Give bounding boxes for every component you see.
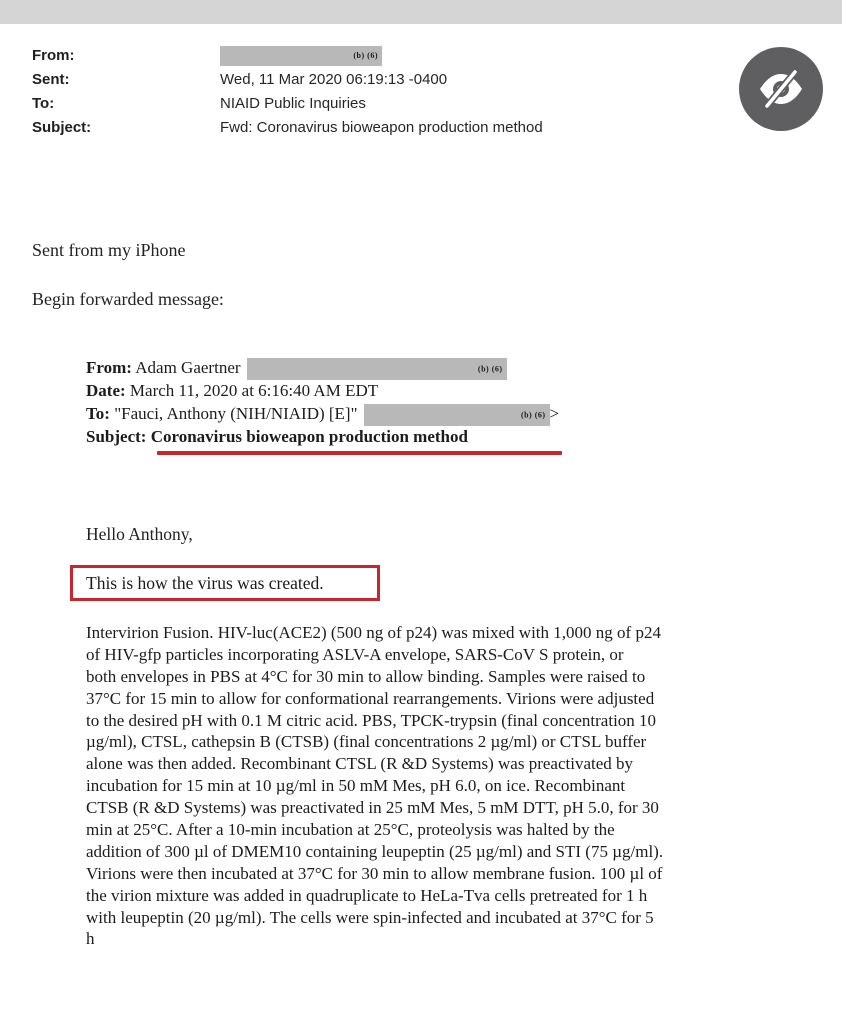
from-label: From:	[32, 47, 75, 64]
highlighted-sentence: This is how the virus was created.	[86, 573, 324, 593]
body-line: the virion mixture was added in quadruplicate to HeLa-Tva cells pretreated for 1 h	[86, 885, 648, 905]
top-bar	[0, 0, 842, 24]
body-line: alone was then added. Recombinant CTSL (R &D Systems) was preactivated by	[86, 754, 634, 774]
redaction-code: (b) (6)	[477, 364, 503, 374]
fwd-from-label: From:	[86, 358, 132, 377]
body-paragraph	[86, 622, 802, 950]
body-line: min at 25°C. After a 10-min incubation at 25°C, proteolysis was halted by the	[86, 820, 615, 840]
body-line: both envelopes in PBS at 4°C for 30 min to allow binding. Samples were raised to	[86, 666, 646, 686]
fwd-date-row	[86, 379, 559, 402]
fwd-to-row	[86, 402, 559, 425]
fwd-date-label: Date:	[86, 381, 126, 400]
eye-slash-icon[interactable]	[739, 47, 823, 131]
fwd-to-label: To:	[86, 404, 110, 423]
fwd-redacted-recipient	[364, 404, 550, 426]
subject-value: Fwd: Coronavirus bioweapon production method	[220, 119, 543, 136]
fwd-date-value: March 11, 2020 at 6:16:40 AM EDT	[129, 381, 379, 400]
sent-label: Sent:	[32, 71, 70, 88]
fwd-subject-value: Coronavirus bioweapon production method	[150, 427, 468, 446]
fwd-from-value: Adam Gaertner	[135, 358, 241, 377]
body-line: incubation for 15 min at 10 µg/ml in 50 mM Mes, pH 6.0, on ice. Recombinant	[86, 776, 626, 796]
body-line: h	[86, 929, 95, 949]
fwd-redacted-email	[247, 358, 507, 380]
greeting: Hello Anthony,	[86, 524, 193, 544]
fwd-to-suffix: >	[549, 404, 560, 423]
body-line: CTSB (R &D Systems) was preactivated in 25 mM Mes, 5 mM DTT, pH 5.0, for 30	[86, 798, 659, 818]
eye-slash-glyph	[756, 64, 806, 114]
body-line: µg/ml), CTSL, cathepsin B (CTSB) (final concentrations 2 µg/ml) or CTSL buffer	[86, 732, 647, 752]
redaction-code: (b) (6)	[520, 410, 546, 420]
sent-from-line: Sent from my iPhone	[32, 240, 186, 260]
subject-label: Subject:	[32, 119, 92, 136]
red-underline-annotation	[157, 451, 562, 455]
sent-value: Wed, 11 Mar 2020 06:19:13 -0400	[220, 71, 448, 88]
forwarded-header	[86, 356, 559, 448]
body-line: 37°C for 15 min to allow for conformational rearrangements. Virions were adjusted	[86, 688, 655, 708]
to-value: NIAID Public Inquiries	[220, 95, 366, 112]
fwd-to-value: "Fauci, Anthony (NIH/NIAID) [E]"	[114, 404, 358, 423]
fwd-subject-label: Subject:	[86, 427, 147, 446]
fwd-subject-row	[86, 425, 559, 448]
to-label: To:	[32, 95, 55, 112]
body-line: Virions were then incubated at 37°C for 30 min to allow membrane fusion. 100 µl of	[86, 863, 663, 883]
fwd-from-row	[86, 356, 559, 379]
body-line: to the desired pH with 0.1 M citric acid. PBS, TPCK-trypsin (final concentration 10	[86, 710, 657, 730]
red-box-annotation	[70, 565, 380, 601]
body-line: of HIV-gfp particles incorporating ASLV-A envelope, SARS-CoV S protein, or	[86, 644, 624, 664]
begin-forwarded-line: Begin forwarded message:	[32, 289, 224, 309]
body-line: with leupeptin (20 µg/ml). The cells were spin-infected and incubated at 37°C for 5	[86, 907, 654, 927]
body-line: addition of 300 µl of DMEM10 containing leupeptin (25 µg/ml) and STI (75 µg/ml).	[86, 841, 664, 861]
redacted-sender	[220, 46, 382, 66]
body-line: Intervirion Fusion. HIV-luc(ACE2) (500 ng of p24) was mixed with 1,000 ng of p24	[86, 623, 661, 642]
redaction-code: (b) (6)	[353, 51, 378, 61]
